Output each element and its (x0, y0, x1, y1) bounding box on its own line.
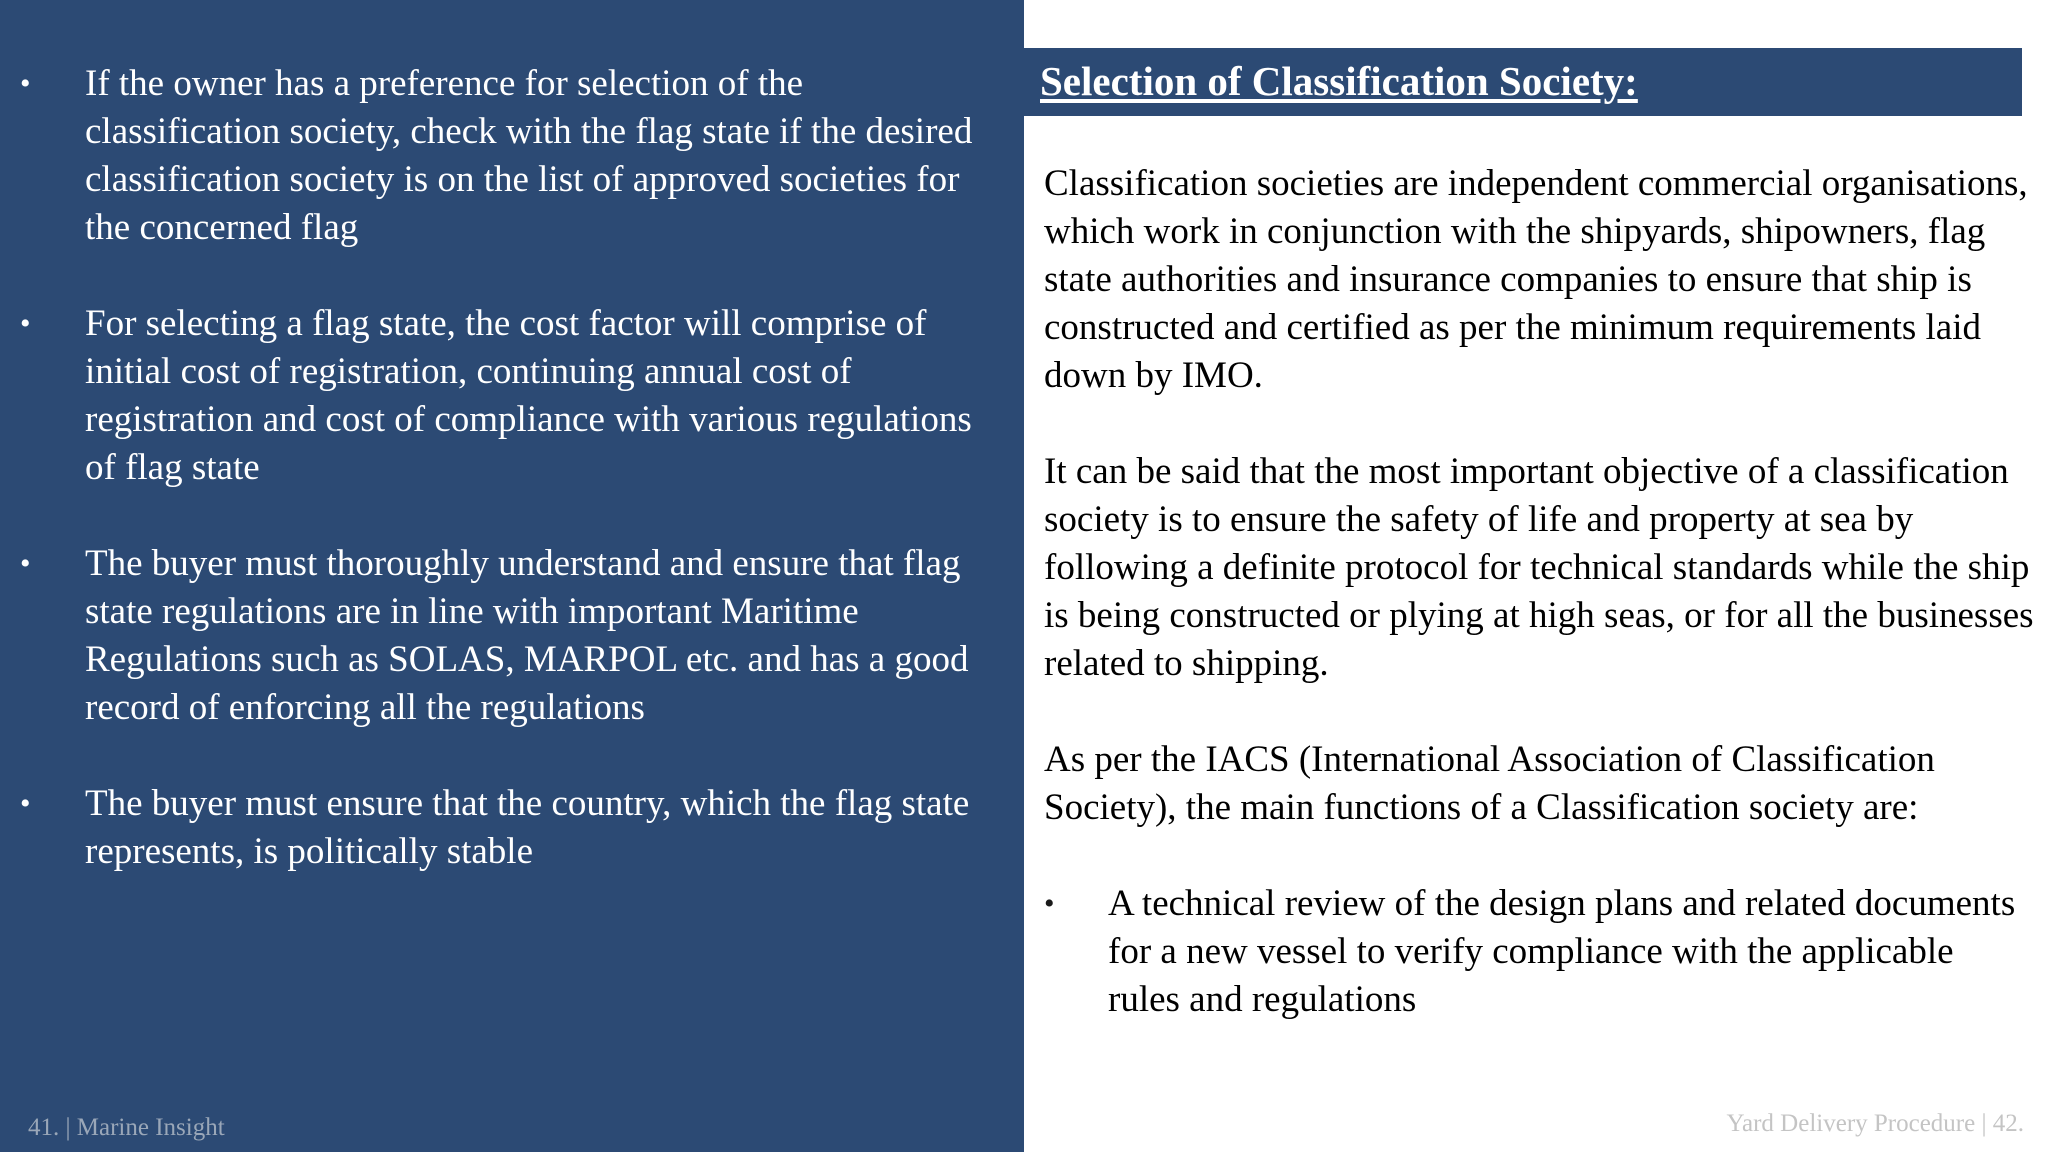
list-item (20, 60, 980, 252)
bullet-text: A technical review of the design plans and related documents for a new vessel to verify compliance with the applicable rules and regulations (1108, 883, 2016, 1020)
heading-bar (1024, 48, 2022, 116)
bullet-text: For selecting a flag state, the cost factor will comprise of initial cost of registration, continuing annual cost of registration and cost of compliance with various regulations of flag state (85, 303, 972, 488)
right-page-footer: Yard Delivery Procedure | 42. (1726, 1110, 2024, 1137)
bullet-text: The buyer must ensure that the country, which the flag state represents, is politically stable (85, 783, 970, 872)
section-heading: Selection of Classification Society: (1040, 58, 1638, 104)
paragraph: It can be said that the most important objective of a classification society is to ensure the safety of life and property at sea by following a definite protocol for technical standards while the ship is being constructed or plying at high seas, or for all the businesses related to shipping. (1044, 451, 2034, 684)
bullet-icon: • (1044, 887, 1055, 920)
bullet-icon: • (20, 307, 31, 340)
right-content (1044, 160, 2034, 1024)
bullet-icon: • (20, 787, 31, 820)
list-item (1044, 880, 2034, 1024)
bullet-text: If the owner has a preference for selection of the classification society, check with the flag state if the desired classification society is on the list of approved societies for the concerned flag (85, 63, 973, 248)
list-item (20, 780, 980, 876)
bullet-text: The buyer must thoroughly understand and ensure that flag state regulations are in line with important Maritime Regulations such as SOLAS, MARPOL etc. and has a good record of enforcing all the regulations (85, 543, 969, 728)
right-bullet-list (1044, 880, 2034, 1024)
left-bullet-list (20, 60, 980, 924)
bullet-icon: • (20, 67, 31, 100)
list-item (20, 300, 980, 492)
list-item (20, 540, 980, 732)
paragraph: Classification societies are independent commercial organisations, which work in conjunction with the shipyards, shipowners, flag state authorities and insurance companies to ensure that ship is constructed and certified as per the minimum requirements laid down by IMO. (1044, 163, 2028, 396)
left-page-footer: 41. | Marine Insight (28, 1114, 225, 1141)
bullet-icon: • (20, 547, 31, 580)
paragraph: As per the IACS (International Association of Classification Society), the main functions of a Classification society are: (1044, 739, 1935, 828)
